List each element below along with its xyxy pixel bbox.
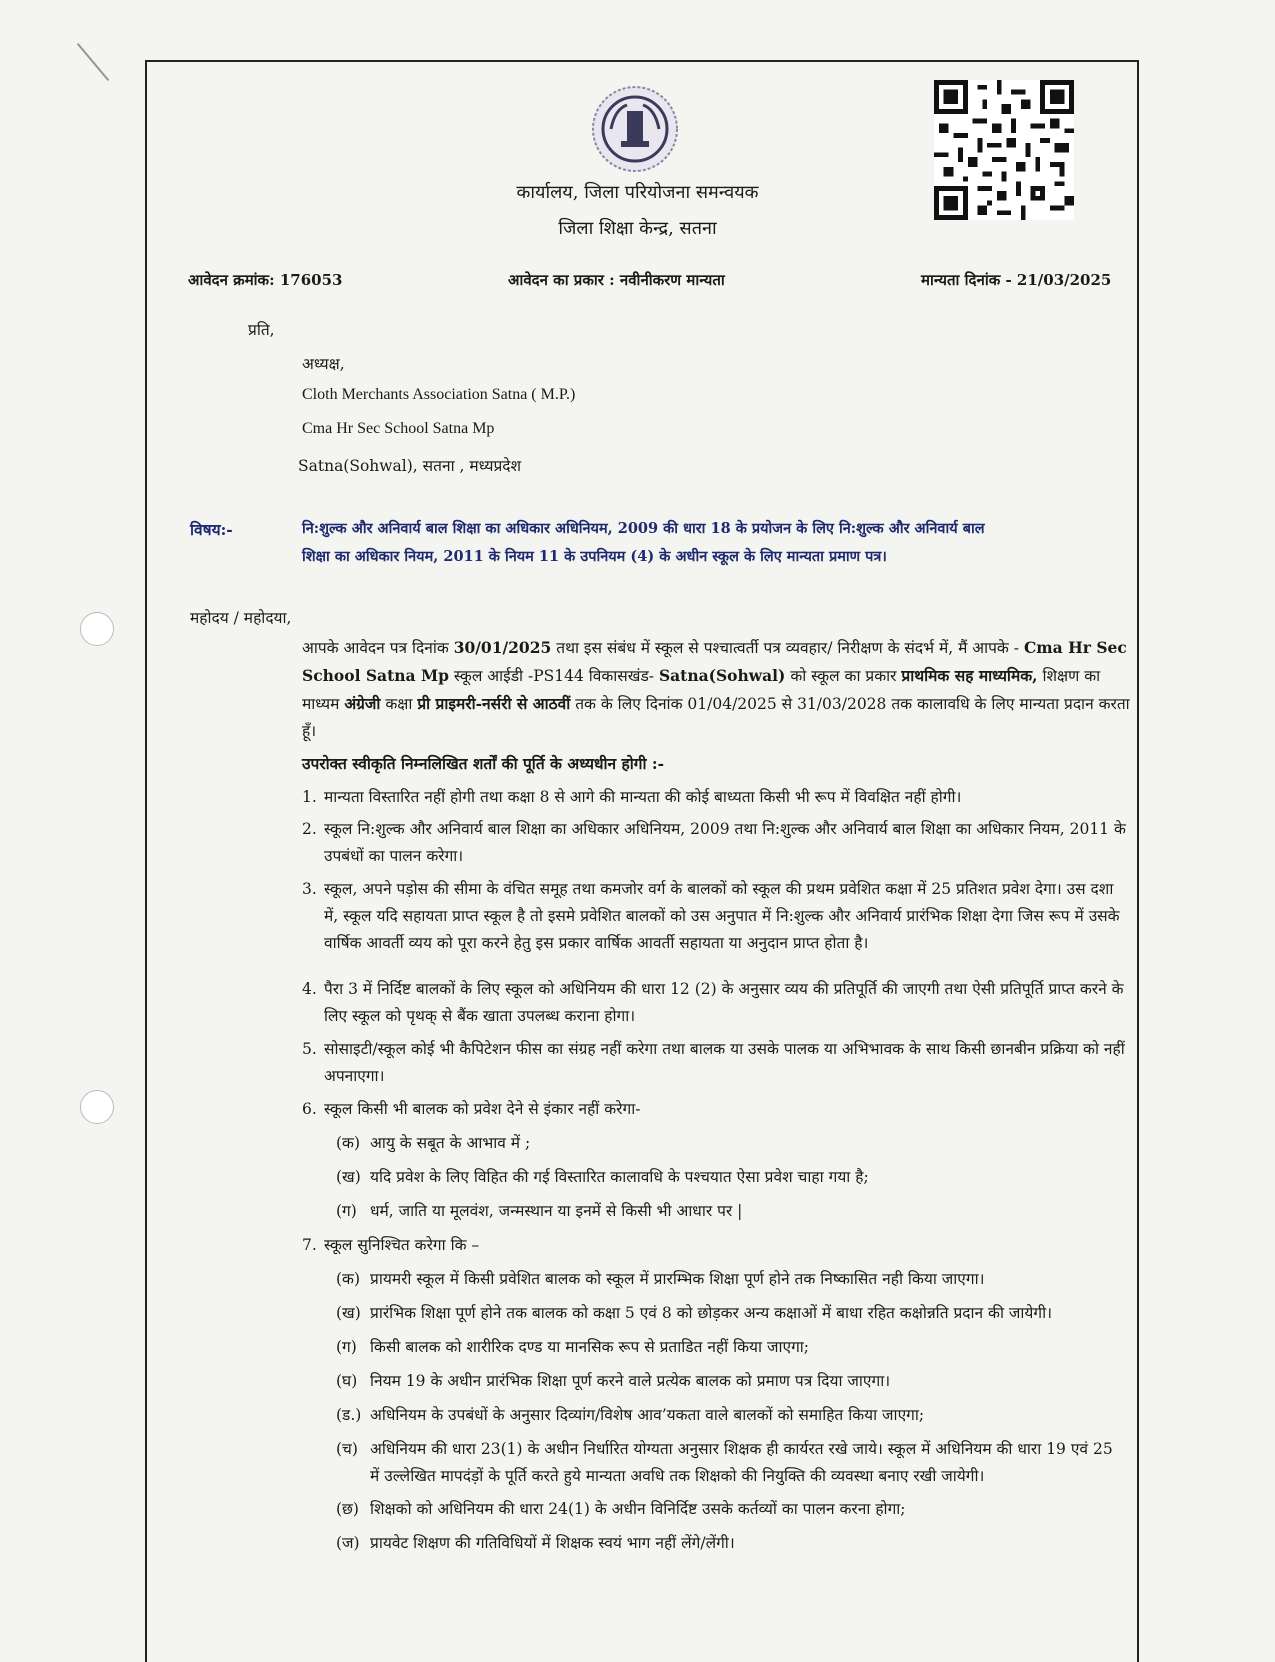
application-number: आवेदन क्रमांक: 176053 xyxy=(188,271,343,289)
sub-condition-item: (क) प्रायमरी स्कूल में किसी प्रवेशित बालक को स्कूल में प्रारम्भिक शिक्षा पूर्ण होने तक निष्कासित नही किया जाएगा। xyxy=(336,1270,985,1288)
conditions-heading: उपरोक्त स्वीकृति निम्नलिखित शर्तों की पूर्ति के अध्यधीन होगी :- xyxy=(302,754,665,773)
condition-item: 6. स्कूल किसी भी बालक को प्रवेश देने से इंकार नहीं करेगा- xyxy=(302,1100,641,1118)
subject-label: विषय:- xyxy=(190,520,233,539)
sub-condition-item: (ग) किसी बालक को शारीरिक दण्ड या मानसिक रूप से प्रताडित नहीं किया जाएगा; xyxy=(336,1338,810,1356)
classes: प्री प्राइमरी-नर्सरी से आठवीं xyxy=(417,694,571,713)
punch-hole-top xyxy=(80,612,114,646)
sub-condition-item: (ग) धर्म, जाति या मूलवंश, जन्मस्थान या इनमें से किसी भी आधार पर | xyxy=(336,1202,743,1220)
office-subtitle: जिला शिक्षा केन्द्र, सतना xyxy=(558,218,717,239)
address-line3: Cma Hr Sec School Satna Mp xyxy=(302,420,495,437)
application-meta-row xyxy=(188,270,1113,294)
school-type: प्राथमिक सह माध्यमिक, xyxy=(901,666,1038,685)
address-line4: Satna(Sohwal), सतना , मध्यप्रदेश xyxy=(298,457,522,475)
address-line2: Cloth Merchants Association Satna ( M.P.) xyxy=(302,386,576,403)
body-paragraph: आपके आवेदन पत्र दिनांक 30/01/2025 तथा इस संबंध में स्कूल से पश्चात्वर्ती पत्र व्यवहार/ निरीक्षण के संदर्भ में, मैं आपके - Cma Hr Sec School Satna Mp स्कूल आईडी -PS144 विकासखंड- Satna(Sohwal) को स्कूल का प्रकार प्राथमिक सह माध्यमिक, शिक्षण का माध्यम अंग्रेजी कक्षा प्री प्राइमरी-नर्सरी से आठवीं तक के लिए दिनांक 01/04/2025 से 31/03/2028 तक कालावधि के लिए मान्यता प्रदान करता हूँ। xyxy=(302,638,1130,740)
condition-item: 7. स्कूल सुनिश्चित करेगा कि – xyxy=(302,1236,480,1254)
medium: अंग्रेजी xyxy=(344,694,381,713)
condition-item: 4. पैरा 3 में निर्दिष्ट बालकों के लिए स्कूल को अधिनियम की धारा 12 (2) के अनुसार व्यय की प्रतिपूर्ति की जाएगी तथा ऐसी प्रतिपूर्ति प्राप्त करने के लिए स्कूल को पृथक् से बैंक खाता उपलब्ध कराना होगा। xyxy=(302,980,1124,1025)
government-emblem-icon xyxy=(575,85,695,173)
address-line1: अध्यक्ष, xyxy=(302,355,345,373)
condition-item: 5. सोसाइटी/स्कूल कोई भी कैपिटेशन फीस का संग्रह नहीं करेगा तथा बालक या उसके पालक या अभिभावक के साथ किसी छानबीन प्रक्रिया को नहीं अपनाएगा। xyxy=(302,1040,1125,1085)
sub-condition-item: (च) अधिनियम की धारा 23(1) के अधीन निर्धारित योग्यता अनुसार शिक्षक ही कार्यरत रखे जाये। स्कूल में अधिनियम की धारा 19 एवं 25 में उल्लेखित मापदंड़ों के पूर्ति करते हुये मान्यता अवधि तक शिक्षको की नियुक्ति की व्यवस्था बनाए रखी जायेगी। xyxy=(336,1440,1113,1485)
condition-item: 1. मान्यता विस्तारित नहीं होगी तथा कक्षा 8 से आगे की मान्यता की कोई बाध्यता किसी भी रूप में विवक्षित नहीं होगी। xyxy=(302,788,962,806)
sub-condition-item: (छ) शिक्षको को अधिनियम की धारा 24(1) के अधीन विनिर्दिष्ट उसके कर्तव्यों का पालन करना होगा; xyxy=(336,1500,906,1518)
application-type: आवेदन का प्रकार : नवीनीकरण मान्यता xyxy=(508,271,725,289)
sub-condition-item: (क) आयु के सबूत के आभाव में ; xyxy=(336,1134,531,1152)
punch-hole-bottom xyxy=(80,1090,114,1124)
subject-line1: नि:शुल्क और अनिवार्य बाल शिक्षा का अधिकार अधिनियम, 2009 की धारा 18 के प्रयोजन के लिए नि:शुल्क और अनिवार्य बाल xyxy=(302,520,985,537)
condition-item: 3. स्कूल, अपने पड़ोस की सीमा के वंचित समूह तथा कमजोर वर्ग के बालकों को स्कूल की प्रथम प्रवेशित कक्षा में 25 प्रतिशत प्रवेश देगा। उस दशा में, स्कूल यदि सहायता प्राप्त स्कूल है तो इसमे प्रवेशित बालकों को उस अनुपात में नि:शुल्क और अनिवार्य प्रारंभिक शिक्षा देगा जिस रूप में उसके वार्षिक आवर्ती व्यय को पूरा करने हेतु इस प्रकार वार्षिक आवर्ती सहायता या अनुदान प्राप्त होता है। xyxy=(302,880,1120,952)
sub-condition-item: (ख) यदि प्रवेश के लिए विहित की गई विस्तारित कालावधि के पश्चयात ऐसा प्रवेश चाहा गया है; xyxy=(336,1168,869,1186)
school-name: Cma Hr Sec School Satna Mp xyxy=(302,638,1127,685)
salutation: महोदय / महोदया, xyxy=(190,609,292,627)
scan-mark xyxy=(77,43,109,81)
sub-condition-item: (ज) प्रायवेट शिक्षण की गतिविधियों में शिक्षक स्वयं भाग नहीं लेंगे/लेंगी। xyxy=(336,1534,735,1552)
sub-condition-item: (ड.) अधिनियम के उपबंधों के अनुसार दिव्यांग/विशेष आव’यकता वाले बालकों को समाहित किया जाएगा; xyxy=(336,1406,925,1424)
subject-line2: शिक्षा का अधिकार नियम, 2011 के नियम 11 के उपनियम (4) के अधीन स्कूल के लिए मान्यता प्रमाण पत्र। xyxy=(302,548,887,565)
application-date: 30/01/2025 xyxy=(453,638,552,657)
sub-condition-item: (ख) प्रारंभिक शिक्षा पूर्ण होने तक बालक को कक्षा 5 एवं 8 को छोड़कर अन्य कक्षाओं में बाधा रहित कक्षोन्नति प्रदान की जायेगी। xyxy=(336,1304,1053,1322)
block-name: Satna(Sohwal) xyxy=(658,666,786,685)
office-title: कार्यालय, जिला परियोजना समन्वयक xyxy=(516,182,759,203)
recognition-date: मान्यता दिनांक - 21/03/2025 xyxy=(921,271,1112,289)
sub-condition-item: (घ) नियम 19 के अधीन प्रारंभिक शिक्षा पूर्ण करने वाले प्रत्येक बालक को प्रमाण पत्र दिया जाएगा। xyxy=(336,1372,891,1390)
address-to: प्रति, xyxy=(248,321,275,339)
condition-item: 2. स्कूल नि:शुल्क और अनिवार्य बाल शिक्षा का अधिकार अधिनियम, 2009 तथा नि:शुल्क और अनिवार्य बाल शिक्षा का अधिकार नियम, 2011 के उपबंधों का पालन करेगा। xyxy=(302,820,1126,865)
